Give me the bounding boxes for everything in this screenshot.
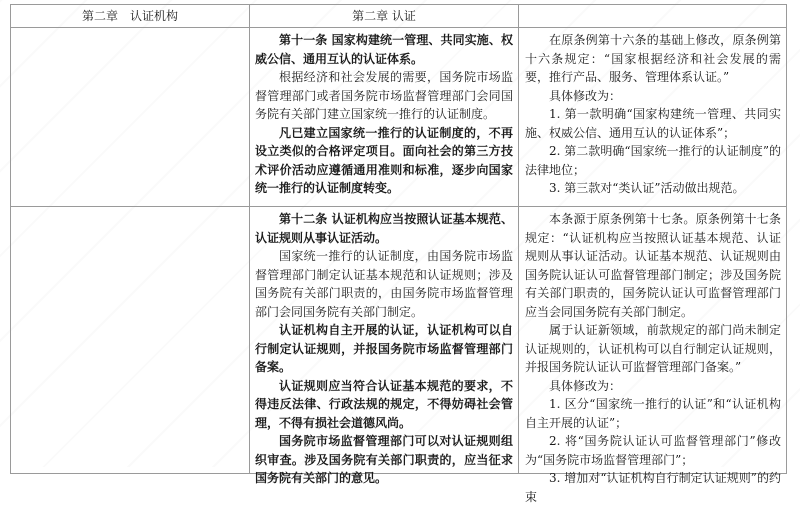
paragraph: 在原条例第十六条的基础上修改，原条例第十六条规定：“国家根据经济和社会发展的需要，推行产品、服务、管理体系认证。” bbox=[525, 33, 781, 84]
paragraph: 1. 区分“国家统一推行的认证”和“认证机构自主开展的认证”； bbox=[525, 397, 781, 430]
paragraph: 本条源于原条例第十七条。原条例第十七条规定：“认证机构应当按照认证基本规范、认证规则从事认证活动。认证基本规范、认证规则由国务院认证认可监督管理部门制定；涉及国务院有关部门职责的，国务院认证认可监督管理部门应当会同国务院有关部门制定。 bbox=[525, 212, 781, 319]
row2-chapter-cell bbox=[11, 207, 249, 475]
row2-article-text bbox=[255, 210, 513, 488]
row1-article-text bbox=[255, 31, 513, 198]
row1-chapter-cell bbox=[11, 28, 249, 206]
paragraph: 国务院市场监督管理部门可以对认证规则组织审查。涉及国务院有关部门职责的，应当征求国务院有关部门的意见。 bbox=[255, 434, 513, 485]
paragraph: 属于认证新领域，前款规定的部门尚未制定认证规则的，认证机构可以自行制定认证规则，并报国务院认证认可监督管理部门备案。” bbox=[525, 323, 781, 374]
paragraph: 认证机构自主开展的认证，认证机构可以自行制定认证规则，并报国务院市场监督管理部门备案。 bbox=[255, 323, 513, 374]
paragraph: 凡已建立国家统一推行的认证制度的，不再设立类似的合格评定项目。面向社会的第三方技术评价活动应遵循通用准则和标准，逐步向国家统一推行的认证制度转变。 bbox=[255, 125, 513, 195]
paragraph: 根据经济和社会发展的需要，国务院市场监督管理部门或者国务院市场监督管理部门会同国务院有关部门建立国家统一推行的认证制度。 bbox=[255, 70, 513, 121]
header-col-notes bbox=[519, 5, 787, 27]
comparison-table bbox=[10, 4, 787, 504]
paragraph: 第十二条 认证机构应当按照认证基本规范、认证规则从事认证活动。 bbox=[255, 212, 513, 245]
paragraph: 具体修改为： bbox=[549, 378, 622, 393]
paragraph: 国家统一推行的认证制度，由国务院市场监督管理部门制定认证基本规范和认证规则；涉及国务院有关部门职责的，由国务院市场监督管理部门会同国务院有关部门制定。 bbox=[255, 249, 513, 319]
paragraph: 1. 第一款明确“国家构建统一管理、共同实施、权威公信、通用互认的认证体系”； bbox=[525, 107, 781, 140]
paragraph: 第十一条 国家构建统一管理、共同实施、权威公信、通用互认的认证体系。 bbox=[255, 33, 513, 66]
paragraph: 3. 第三款对“类认证”活动做出规范。 bbox=[549, 181, 745, 195]
row2-explanation-text bbox=[525, 210, 781, 506]
header-col-chapter: 第二章 认证机构 bbox=[81, 9, 178, 23]
header-col-revision: 第二章 认证 bbox=[352, 9, 416, 23]
paragraph: 3. 增加对“认证机构自行制定认证规则”的约束 bbox=[525, 471, 781, 504]
column-divider bbox=[518, 5, 519, 473]
table-header bbox=[11, 5, 786, 28]
column-divider bbox=[249, 5, 250, 473]
paragraph: 具体修改为： bbox=[549, 88, 622, 103]
paragraph: 2. 第二款明确“国家统一推行的认证制度”的法律地位； bbox=[525, 144, 781, 177]
paragraph: 2. 将“国务院认证认可监督管理部门”修改为“国务院市场监督管理部门”； bbox=[525, 434, 781, 467]
row1-explanation-text bbox=[525, 31, 781, 198]
paragraph: 认证规则应当符合认证基本规范的要求，不得违反法律、行政法规的规定，不得妨碍社会管理，不得有损社会道德风尚。 bbox=[255, 378, 513, 430]
